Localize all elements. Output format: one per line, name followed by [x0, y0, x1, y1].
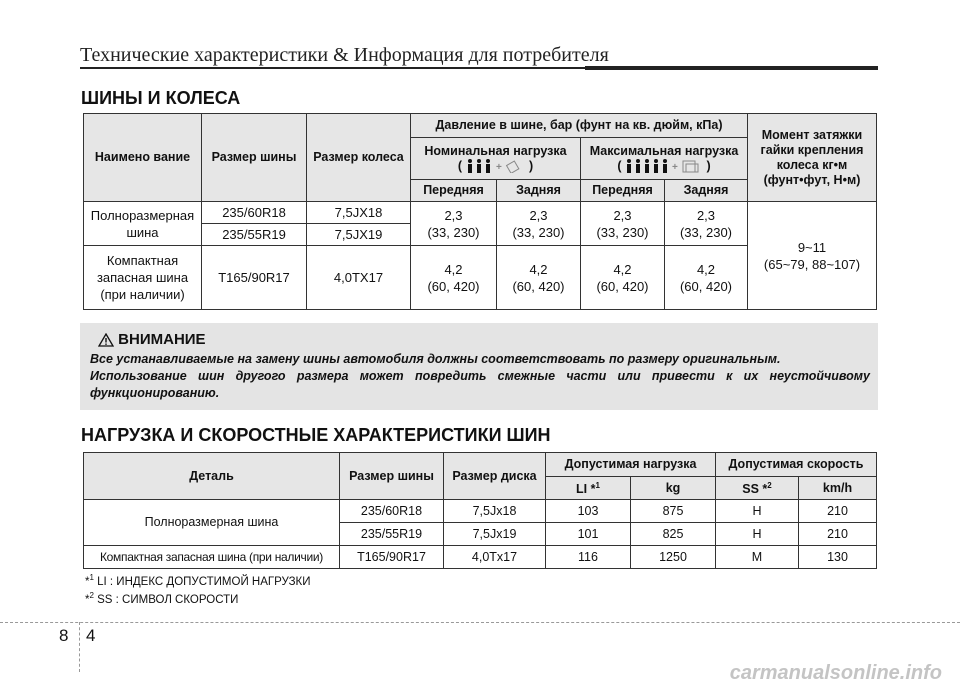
fn-mark: *	[85, 593, 90, 606]
table-cell: H	[716, 523, 799, 546]
pressure-value: 4,2	[696, 261, 716, 277]
nominal-load-label: Номинальная нагрузка	[424, 143, 567, 158]
nominal-load-icon	[466, 159, 526, 173]
compact-front-nominal	[411, 246, 497, 310]
row-compact-item: Компактная запасная шина (при наличии)	[84, 246, 202, 310]
col-part-header: Деталь	[84, 453, 340, 500]
max-load-icon	[625, 159, 703, 173]
table-cell: 101	[546, 523, 631, 546]
col-kmh-header: km/h	[799, 477, 877, 500]
compact-rear-max	[665, 246, 748, 310]
col-wheel-header: Размер колеса	[307, 114, 411, 202]
footer-vertical-rule	[79, 622, 80, 672]
pressure-value: 4,2	[613, 261, 632, 277]
pressure-value: 2,3	[444, 207, 463, 223]
torque-sub: (65~79, 88~107)	[763, 256, 861, 272]
table-cell: 210	[799, 500, 877, 523]
pressure-value: 2,3	[613, 207, 632, 223]
fn-text: LI : ИНДЕКС ДОПУСТИМОЙ НАГРУЗКИ	[93, 575, 311, 588]
torque-value-cell	[748, 202, 877, 310]
fn-mark: *	[85, 575, 90, 588]
warning-heading	[98, 331, 206, 348]
pressure-sub: (60, 420)	[512, 278, 565, 294]
warning-line-1: Все устанавливаемые на замену шины автомобиля должны соответствовать по размеру оригинальным.	[90, 352, 781, 366]
nominal-load-icons: ( + )	[457, 158, 534, 174]
header-accent-bar	[585, 66, 878, 70]
warning-line-2: Использование шин другого размера может повредить смежные части или привести к их неустойчивому функционированию.	[90, 369, 870, 400]
section-title-tires: ШИНЫ И КОЛЕСА	[81, 88, 241, 108]
pressure-value: 4,2	[444, 261, 463, 277]
footnote-2	[85, 591, 238, 606]
row1-wheel: 7,5JX18	[307, 202, 411, 224]
col-disc-header: Размер диска	[444, 453, 546, 500]
table-cell: 7,5Jx19	[444, 523, 546, 546]
table-cell: M	[716, 546, 799, 569]
table-cell: 7,5Jx18	[444, 500, 546, 523]
col-tire-size-header: Размер шины	[340, 453, 444, 500]
pressure-value: 4,2	[529, 261, 548, 277]
t2-full-part: Полноразмерная шина	[84, 500, 340, 546]
li-sup: 1	[595, 481, 600, 491]
fn-sup: 2	[89, 591, 94, 600]
page-chapter: 8	[59, 626, 69, 645]
table-cell: 103	[546, 500, 631, 523]
warning-text	[90, 351, 870, 402]
table-cell: 875	[631, 500, 716, 523]
col-tire-header: Размер шины	[202, 114, 307, 202]
col-rear-max: Задняя	[665, 180, 748, 202]
page-number: 4	[86, 626, 96, 645]
row3-tire: T165/90R17	[202, 246, 307, 310]
table-cell: H	[716, 500, 799, 523]
header-title: Технические характеристики & Информация для потребителя	[80, 44, 609, 66]
table-cell: 1250	[631, 546, 716, 569]
t2-compact-part: Компактная запасная шина (при наличии)	[84, 546, 340, 569]
compact-rear-nominal	[497, 246, 581, 310]
col-speed-header: Допустимая скорость	[716, 453, 877, 477]
table-cell: T165/90R17	[340, 546, 444, 569]
pressure-sub: (33, 230)	[596, 224, 649, 240]
row2-tire: 235/55R19	[202, 224, 307, 246]
row1-tire: 235/60R18	[202, 202, 307, 224]
full-rear-max	[665, 202, 748, 246]
max-load-icons: ( + )	[617, 158, 711, 174]
table-cell: 116	[546, 546, 631, 569]
footnote-1	[85, 573, 311, 588]
full-front-nominal	[411, 202, 497, 246]
col-ss-header	[716, 477, 799, 500]
footer-dashed-rule	[0, 622, 960, 623]
col-pressure-header: Давление в шине, бар (фунт на кв. дюйм, кПа)	[411, 114, 748, 138]
col-max-header	[581, 138, 748, 180]
full-front-max	[581, 202, 665, 246]
tires-wheels-table	[83, 113, 877, 310]
ss-label: SS *	[742, 482, 768, 497]
col-front-max: Передняя	[581, 180, 665, 202]
table-cell: 130	[799, 546, 877, 569]
svg-text:+: +	[495, 162, 502, 174]
ss-sup: 2	[767, 481, 772, 491]
pressure-value: 2,3	[529, 207, 548, 223]
compact-front-max	[581, 246, 665, 310]
col-rear-nominal: Задняя	[497, 180, 581, 202]
pressure-sub: (33, 230)	[512, 224, 565, 240]
col-kg-header: kg	[631, 477, 716, 500]
section-title-load-speed: НАГРУЗКА И СКОРОСТНЫЕ ХАРАКТЕРИСТИКИ ШИН	[81, 425, 551, 445]
full-rear-nominal	[497, 202, 581, 246]
col-load-header: Допустимая нагрузка	[546, 453, 716, 477]
col-nominal-header	[411, 138, 581, 180]
fn-text: SS : СИМВОЛ СКОРОСТИ	[93, 593, 239, 606]
col-torque-header: Момент затяжки гайки крепления колеса кг•м (фунт•фут, Н•м)	[748, 114, 877, 202]
pressure-sub: (33, 230)	[427, 224, 480, 240]
table-cell: 825	[631, 523, 716, 546]
warning-title: ВНИМАНИЕ	[118, 331, 206, 348]
watermark: carmanualsonline.info	[729, 662, 942, 684]
col-item-header: Наимено вание	[84, 114, 202, 202]
row2-wheel: 7,5JX19	[307, 224, 411, 246]
svg-text:+: +	[672, 162, 678, 174]
li-label: LI *	[576, 482, 596, 497]
load-speed-table	[83, 452, 877, 569]
pressure-sub: (60, 420)	[596, 278, 649, 294]
pressure-sub: (60, 420)	[427, 278, 480, 294]
pressure-sub: (60, 420)	[679, 278, 733, 294]
col-front-nominal: Передняя	[411, 180, 497, 202]
row-full-item: Полноразмерная шина	[84, 202, 202, 246]
col-li-header	[546, 477, 631, 500]
max-load-label: Максимальная нагрузка	[589, 143, 739, 158]
torque-value: 9~11	[797, 239, 827, 255]
pressure-sub: (33, 230)	[679, 224, 733, 240]
table-cell: 235/55R19	[340, 523, 444, 546]
row3-wheel: 4,0TX17	[307, 246, 411, 310]
table-cell: 210	[799, 523, 877, 546]
warning-triangle-icon	[98, 333, 114, 347]
table-cell: 4,0Tx17	[444, 546, 546, 569]
table-cell: 235/60R18	[340, 500, 444, 523]
pressure-value: 2,3	[696, 207, 716, 223]
fn-sup: 1	[89, 573, 94, 582]
